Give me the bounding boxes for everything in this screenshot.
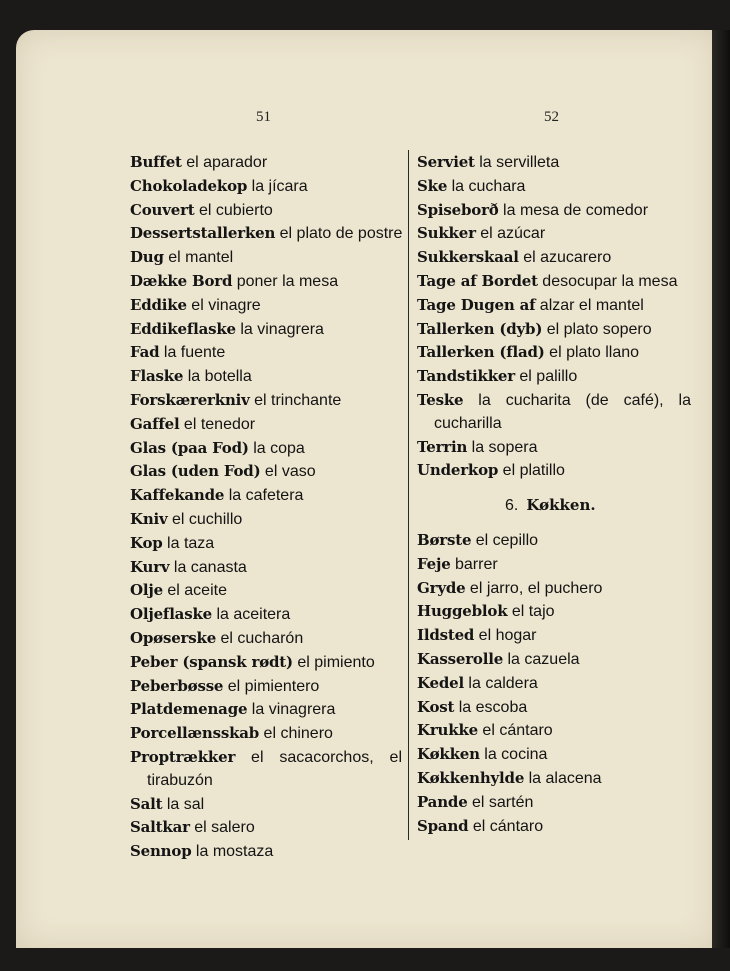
entry-spanish-translation: el aceite [162,582,227,600]
entry-spanish-translation: el azúcar [475,225,546,243]
dictionary-entry [130,413,402,437]
entry-spanish-translation: el vaso [260,463,316,481]
right-column [417,151,691,838]
entry-danish-term: Kost [417,697,455,716]
entry-spanish-translation: el salero [189,819,255,837]
entry-danish-term: Tage af Bordet [417,271,538,290]
dictionary-entry [130,389,402,413]
entry-spanish-translation: la servilleta [474,154,560,171]
entry-danish-term: Tallerken (dyb) [417,319,543,338]
entry-danish-term: Buffet [130,153,182,171]
dictionary-entry [417,719,691,743]
entry-spanish-translation: el cubierto [194,201,273,219]
entry-spanish-translation: la vinagrera [235,320,324,338]
dictionary-entry [417,199,691,223]
dictionary-entry [417,767,691,791]
dictionary-entry [417,151,691,175]
entry-danish-term: Spiseborð [417,200,499,219]
entry-danish-term: Chokoladekop [130,176,248,195]
dictionary-entry [417,600,691,624]
entry-danish-term: Couvert [130,200,195,219]
entry-danish-term: Flaske [130,367,184,386]
entry-spanish-translation: desocupar la mesa [537,272,678,290]
entry-spanish-translation: el plato sopero [542,320,652,338]
dictionary-entry [417,365,691,389]
dictionary-entry [130,793,402,817]
entry-danish-term: Underkop [417,461,499,480]
dictionary-entry [417,389,691,413]
entry-danish-term: Kasserolle [417,649,504,668]
dictionary-entry [130,484,402,508]
dictionary-entry [130,603,402,627]
entry-danish-term: Porcellænsskab [130,724,260,743]
entry-spanish-translation: el trinchante [249,391,342,409]
entry-spanish-translation: la mesa de comedor [498,201,649,219]
dictionary-entry [417,270,691,294]
bottom-background [0,948,730,971]
entry-danish-term: Dække Bord [130,271,233,290]
dictionary-entry [417,529,691,553]
entry-spanish-translation: el mantel [163,249,234,267]
left-column [130,151,402,864]
entry-spanish-translation: la escoba [454,698,528,716]
entry-danish-term: Saltkar [130,818,190,837]
dictionary-entry [417,436,691,460]
dictionary-entry [130,840,402,864]
entry-spanish-translation: el platillo [498,462,565,480]
entry-danish-term: Gryde [417,578,466,597]
dictionary-entry [130,199,402,223]
entry-spanish-translation: el plato llano [544,344,640,362]
entry-spanish-translation: la alacena [524,769,602,787]
entry-danish-term: Peberbøsse [130,676,224,695]
dictionary-entry [130,746,402,770]
entry-danish-term: Forskærerkniv [130,390,250,409]
entry-continuation: tirabuzón [147,771,213,789]
entry-spanish-translation: la jícara [247,177,308,195]
entry-spanish-translation: la botella [183,368,252,386]
entry-danish-term: Serviet [417,153,475,171]
entry-danish-term: Huggeblok [417,602,508,621]
entry-spanish-translation: la fuente [159,344,226,362]
entry-spanish-translation: la sopera [467,438,538,456]
entry-spanish-translation: la vinagrera [247,701,336,719]
dictionary-entry [417,246,691,270]
dictionary-entry [130,508,402,532]
dictionary-entry [417,743,691,767]
entry-danish-term: Dug [130,248,164,267]
entry-spanish-translation: la cafetera [224,487,304,505]
entry-spanish-translation: la canasta [169,558,247,576]
dictionary-entry [417,553,691,577]
entry-danish-term: Oljeflaske [130,605,212,624]
entry-danish-term: Olje [130,581,163,600]
dictionary-entry [130,579,402,603]
dictionary-entry [130,318,402,342]
dictionary-entry [130,816,402,840]
dictionary-entry [130,698,402,722]
dictionary-entry [130,294,402,318]
entry-spanish-translation: el tajo [507,603,555,621]
entry-danish-term: Ske [417,176,448,195]
entry-danish-term: Salt [130,794,163,813]
entry-spanish-translation: la cocina [479,746,548,764]
entry-spanish-translation: el hogar [474,627,537,645]
dictionary-entry [130,722,402,746]
entry-spanish-translation: la copa [248,439,305,457]
entry-spanish-translation: el cucharón [216,629,304,647]
section-number: 6. [505,497,519,515]
dictionary-entry [417,294,691,318]
entry-spanish-translation: poner la mesa [232,272,339,290]
entry-danish-term: Platdemenage [130,700,248,719]
entry-spanish-translation: el vinagre [186,296,261,314]
entry-spanish-translation: el aparador [181,154,268,171]
entry-danish-term: Glas (uden Fod) [130,462,261,481]
entry-danish-term: Krukke [417,721,478,740]
entry-spanish-translation: el chinero [259,725,333,743]
entry-spanish-translation: el plato de postre [275,225,403,243]
entry-danish-term: Eddikeflaske [130,319,236,338]
dictionary-entry [417,222,691,246]
entry-danish-term: Kaffekande [130,486,225,505]
entry-danish-term: Pande [417,792,468,811]
entry-spanish-translation: la sal [162,795,205,813]
dictionary-entry [417,696,691,720]
dictionary-entry [130,151,402,175]
dictionary-entry [417,672,691,696]
entry-danish-term: Eddike [130,295,187,314]
entry-danish-term: Sukkerskaal [417,248,519,267]
dictionary-entry [417,341,691,365]
right-column-entries [417,151,691,483]
entry-spanish-translation: alzar el mantel [535,296,644,314]
dictionary-entry [417,624,691,648]
dictionary-entry [417,459,691,483]
entry-danish-term: Sukker [417,224,476,243]
entry-danish-term: Feje [417,554,451,573]
dictionary-entry [417,648,691,672]
dictionary-entry [130,627,402,651]
entry-spanish-translation: el cepillo [471,531,539,549]
entry-danish-term: Proptrækker [130,747,236,766]
dictionary-entry [417,175,691,199]
entry-spanish-translation: la taza [162,534,215,552]
entry-spanish-translation: la cucharita (de café), la [463,391,691,409]
dictionary-entry [130,651,402,675]
entry-danish-term: Kurv [130,557,170,576]
dictionary-entry [130,222,402,246]
entry-continuation: cucharilla [434,414,502,432]
dictionary-entry [130,246,402,270]
entry-spanish-translation: la cuchara [447,177,526,195]
dictionary-entry [130,460,402,484]
entry-danish-term: Ildsted [417,626,475,645]
dictionary-entry [130,175,402,199]
dictionary-entry [130,341,402,365]
section-title: Køkken. [526,496,596,515]
kitchen-entries [417,529,691,838]
entry-spanish-translation: el jarro, el puchero [465,579,603,597]
page-edge-shadow [712,30,730,971]
entry-spanish-translation: la mostaza [191,843,274,861]
dictionary-entry [130,556,402,580]
entry-spanish-translation: el cántaro [468,817,544,835]
entry-danish-term: Tage Dugen af [417,295,536,314]
entry-spanish-translation: la caldera [463,674,538,692]
entry-danish-term: Kop [130,533,163,552]
entry-danish-term: Kedel [417,673,464,692]
dictionary-entry [130,270,402,294]
dictionary-entry [130,437,402,461]
dictionary-entry [130,532,402,556]
entry-danish-term: Kniv [130,509,168,528]
entry-danish-term: Spand [417,816,469,835]
entry-danish-term: Tandstikker [417,367,515,386]
entry-spanish-translation: el azucarero [518,249,612,267]
entry-danish-term: Sennop [130,842,192,861]
page-number-right: 52 [544,109,559,125]
dictionary-entry [130,365,402,389]
entry-danish-term: Tallerken (flad) [417,343,545,362]
dictionary-entry [417,791,691,815]
page-number-left: 51 [256,109,271,125]
entry-spanish-translation: el cántaro [477,722,553,740]
entry-spanish-translation: el tenedor [179,415,256,433]
column-divider [408,150,409,840]
dictionary-entry [417,815,691,839]
entry-spanish-translation: el pimientero [223,677,320,695]
entry-danish-term: Opøserske [130,628,217,647]
entry-spanish-translation: el cuchillo [167,510,243,528]
entry-spanish-translation: el sartén [467,793,534,811]
entry-spanish-translation: el palillo [514,368,578,386]
entry-danish-term: Fad [130,343,160,362]
entry-danish-term: Køkkenhylde [417,768,525,787]
dictionary-entry [417,577,691,601]
entry-danish-term: Terrin [417,437,468,456]
entry-spanish-translation: la cazuela [503,650,580,668]
entry-danish-term: Køkken [417,745,480,764]
dictionary-entry [130,675,402,699]
dictionary-entry [417,318,691,342]
entry-danish-term: Børste [417,530,472,549]
entry-danish-term: Teske [417,390,464,409]
entry-danish-term: Peber (spansk rødt) [130,652,293,671]
entry-spanish-translation: el pimiento [292,653,375,671]
entry-danish-term: Dessertstallerken [130,224,276,243]
section-heading [417,494,691,518]
entry-spanish-translation: el sacacorchos, el [235,748,402,766]
entry-spanish-translation: la aceitera [212,606,291,624]
entry-danish-term: Gaffel [130,414,180,433]
entry-spanish-translation: barrer [450,555,498,573]
entry-danish-term: Glas (paa Fod) [130,438,249,457]
